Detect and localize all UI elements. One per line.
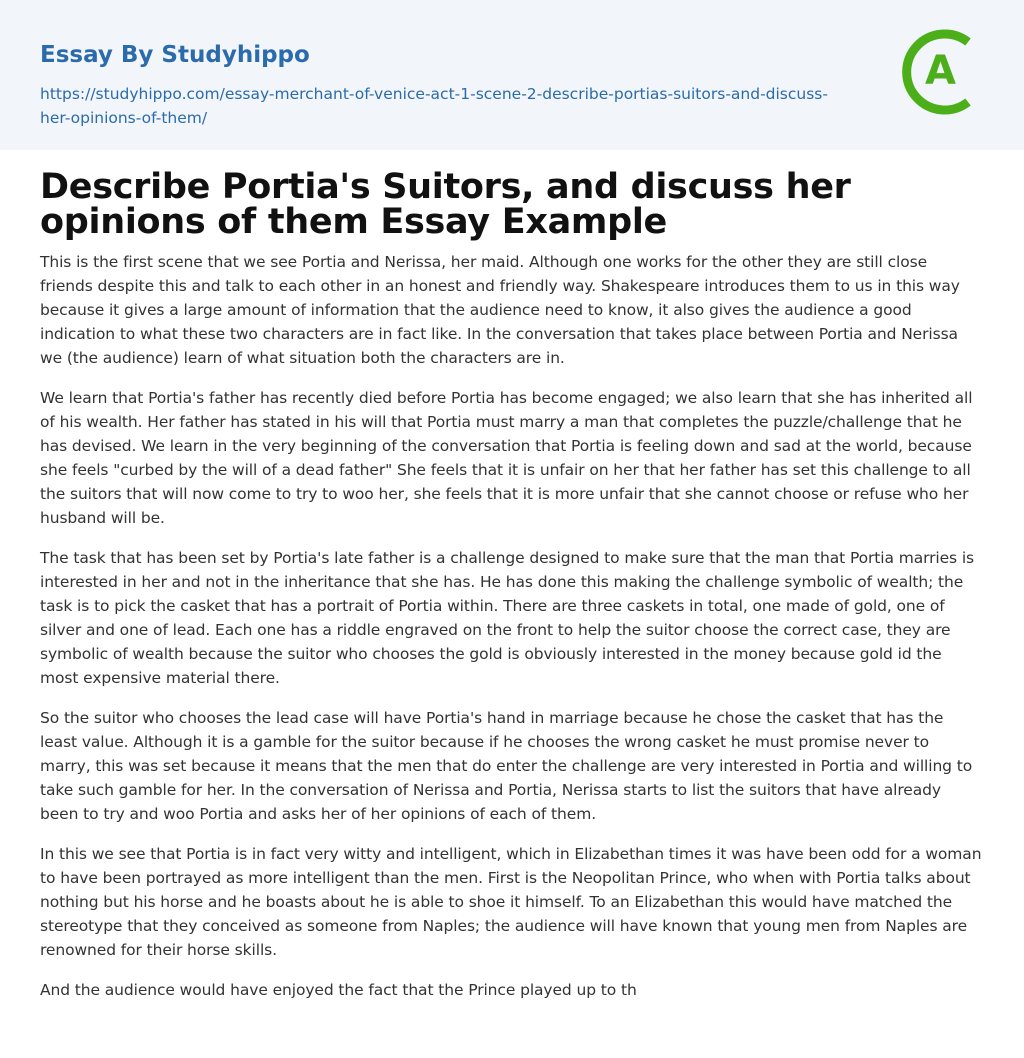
paragraph: The task that has been set by Portia's late father is a challenge designed to make sure that the man that Portia marries is interested in her and not in the inheritance that she has. He has done this making the challenge symbolic of wealth; the task is to pick the casket that has a portrait of Portia within. There are three caskets in total, one made of gold, one of silver and one of lead. Each one has a riddle engraved on the front to help the suitor choose the correct case, they are symbolic of wealth because the suitor who chooses the gold is obviously interested in the money because gold id the most expensive material there. [40, 549, 975, 687]
site-title[interactable]: Essay By Studyhippo [40, 42, 310, 68]
source-url-link[interactable]: https://studyhippo.com/essay-merchant-of-venice-act-1-scene-2-describe-portias-suitors-and-discuss-her-opinions-of-them/ [40, 85, 828, 127]
logo-letter: A [925, 48, 956, 94]
studyhippo-logo-icon[interactable] [898, 28, 986, 116]
paragraph: We learn that Portia's father has recently died before Portia has become engaged; we also learn that she has inherited all of his wealth. Her father has stated in his will that Portia must marry a man that completes the puzzle/challenge that he has devised. We learn in the very beginning of the conversation that Portia is feeling down and sad at the world, because she feels "curbed by the will of a dead father" She feels that it is unfair on her that her father has set this challenge to all the suitors that will now come to try to woo her, she feels that it is more unfair that she cannot choose or refuse who her husband will be. [40, 389, 973, 527]
article-title: Describe Portia's Suitors, and discuss her opinions of them Essay Example [40, 167, 851, 242]
paragraph: And the audience would have enjoyed the fact that the Prince played up to th [40, 981, 637, 999]
article-body [0, 150, 1024, 1002]
paragraph: This is the first scene that we see Portia and Nerissa, her maid. Although one works for the other they are still close friends despite this and talk to each other in an honest and friendly way. Shakespeare introduces them to us in this way because it gives a large amount of information that the audience need to know, it also gives the audience a good indication to what these two characters are in fact like. In the conversation that takes place between Portia and Nerissa we (the audience) learn of what situation both the characters are in. [40, 253, 960, 367]
paragraph: In this we see that Portia is in fact very witty and intelligent, which in Elizabethan times it was have been odd for a woman to have been portrayed as more intelligent than the men. First is the Neopolitan Prince, who when with Portia talks about nothing but his horse and he boasts about he is able to shoe it himself. To an Elizabethan this would have matched the stereotype that they conceived as someone from Naples; the audience will have known that young men from Naples are renowned for their horse skills. [40, 845, 982, 959]
paragraph: So the suitor who chooses the lead case will have Portia's hand in marriage because he chose the casket that has the least value. Although it is a gamble for the suitor because if he chooses the wrong casket he must promise never to marry, this was set because it means that the men that do enter the challenge are very interested in Portia and willing to take such gamble for her. In the conversation of Nerissa and Portia, Nerissa starts to list the suitors that have already been to try and woo Portia and asks her of her opinions of each of them. [40, 709, 973, 823]
site-header [0, 0, 1024, 150]
